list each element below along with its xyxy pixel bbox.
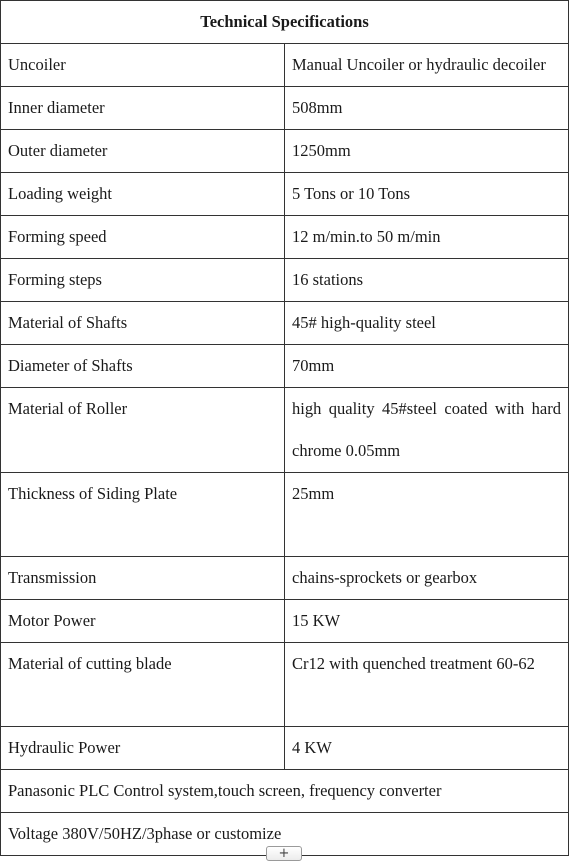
table-row bbox=[1, 130, 569, 173]
spec-label: Material of Shafts bbox=[1, 302, 285, 345]
table-row bbox=[1, 345, 569, 388]
spec-full-row: Panasonic PLC Control system,touch screen, frequency converter bbox=[1, 770, 569, 813]
spec-value: 4 KW bbox=[285, 727, 569, 770]
table-row bbox=[1, 44, 569, 87]
spec-value: 16 stations bbox=[285, 259, 569, 302]
table-row bbox=[1, 216, 569, 259]
spec-value: 45# high-quality steel bbox=[285, 302, 569, 345]
spec-value: 1250mm bbox=[285, 130, 569, 173]
spec-label: Forming steps bbox=[1, 259, 285, 302]
table-row bbox=[1, 557, 569, 600]
table-row bbox=[1, 173, 569, 216]
spec-label: Material of Roller bbox=[1, 388, 285, 473]
table-title-row bbox=[1, 1, 569, 44]
spec-value: 15 KW bbox=[285, 600, 569, 643]
table-row bbox=[1, 473, 569, 557]
table-row bbox=[1, 259, 569, 302]
spec-label: Loading weight bbox=[1, 173, 285, 216]
spec-label: Inner diameter bbox=[1, 87, 285, 130]
spec-value: high quality 45#steel coated with hard chrome 0.05mm bbox=[285, 388, 569, 473]
plus-icon: + bbox=[278, 846, 290, 861]
table-row bbox=[1, 643, 569, 727]
expand-button[interactable] bbox=[266, 846, 302, 861]
spec-label: Thickness of Siding Plate bbox=[1, 473, 285, 557]
spec-label: Motor Power bbox=[1, 600, 285, 643]
table-row bbox=[1, 87, 569, 130]
table-title: Technical Specifications bbox=[1, 1, 569, 44]
spec-value: 508mm bbox=[285, 87, 569, 130]
table-row bbox=[1, 302, 569, 345]
spec-label: Material of cutting blade bbox=[1, 643, 285, 727]
table-row bbox=[1, 600, 569, 643]
spec-label: Forming speed bbox=[1, 216, 285, 259]
spec-label: Hydraulic Power bbox=[1, 727, 285, 770]
table-row bbox=[1, 770, 569, 813]
spec-label: Transmission bbox=[1, 557, 285, 600]
spec-value: 5 Tons or 10 Tons bbox=[285, 173, 569, 216]
spec-label: Diameter of Shafts bbox=[1, 345, 285, 388]
spec-value: Manual Uncoiler or hydraulic decoiler bbox=[285, 44, 569, 87]
spec-label: Outer diameter bbox=[1, 130, 285, 173]
spec-value: Cr12 with quenched treatment 60-62 bbox=[285, 643, 569, 727]
spec-full-row: Voltage 380V/50HZ/3phase or customize bbox=[1, 813, 569, 856]
table-row bbox=[1, 727, 569, 770]
spec-value: 25mm bbox=[285, 473, 569, 557]
table-row bbox=[1, 388, 569, 473]
spec-value: 70mm bbox=[285, 345, 569, 388]
spec-value: chains-sprockets or gearbox bbox=[285, 557, 569, 600]
spec-value: 12 m/min.to 50 m/min bbox=[285, 216, 569, 259]
spec-label: Uncoiler bbox=[1, 44, 285, 87]
